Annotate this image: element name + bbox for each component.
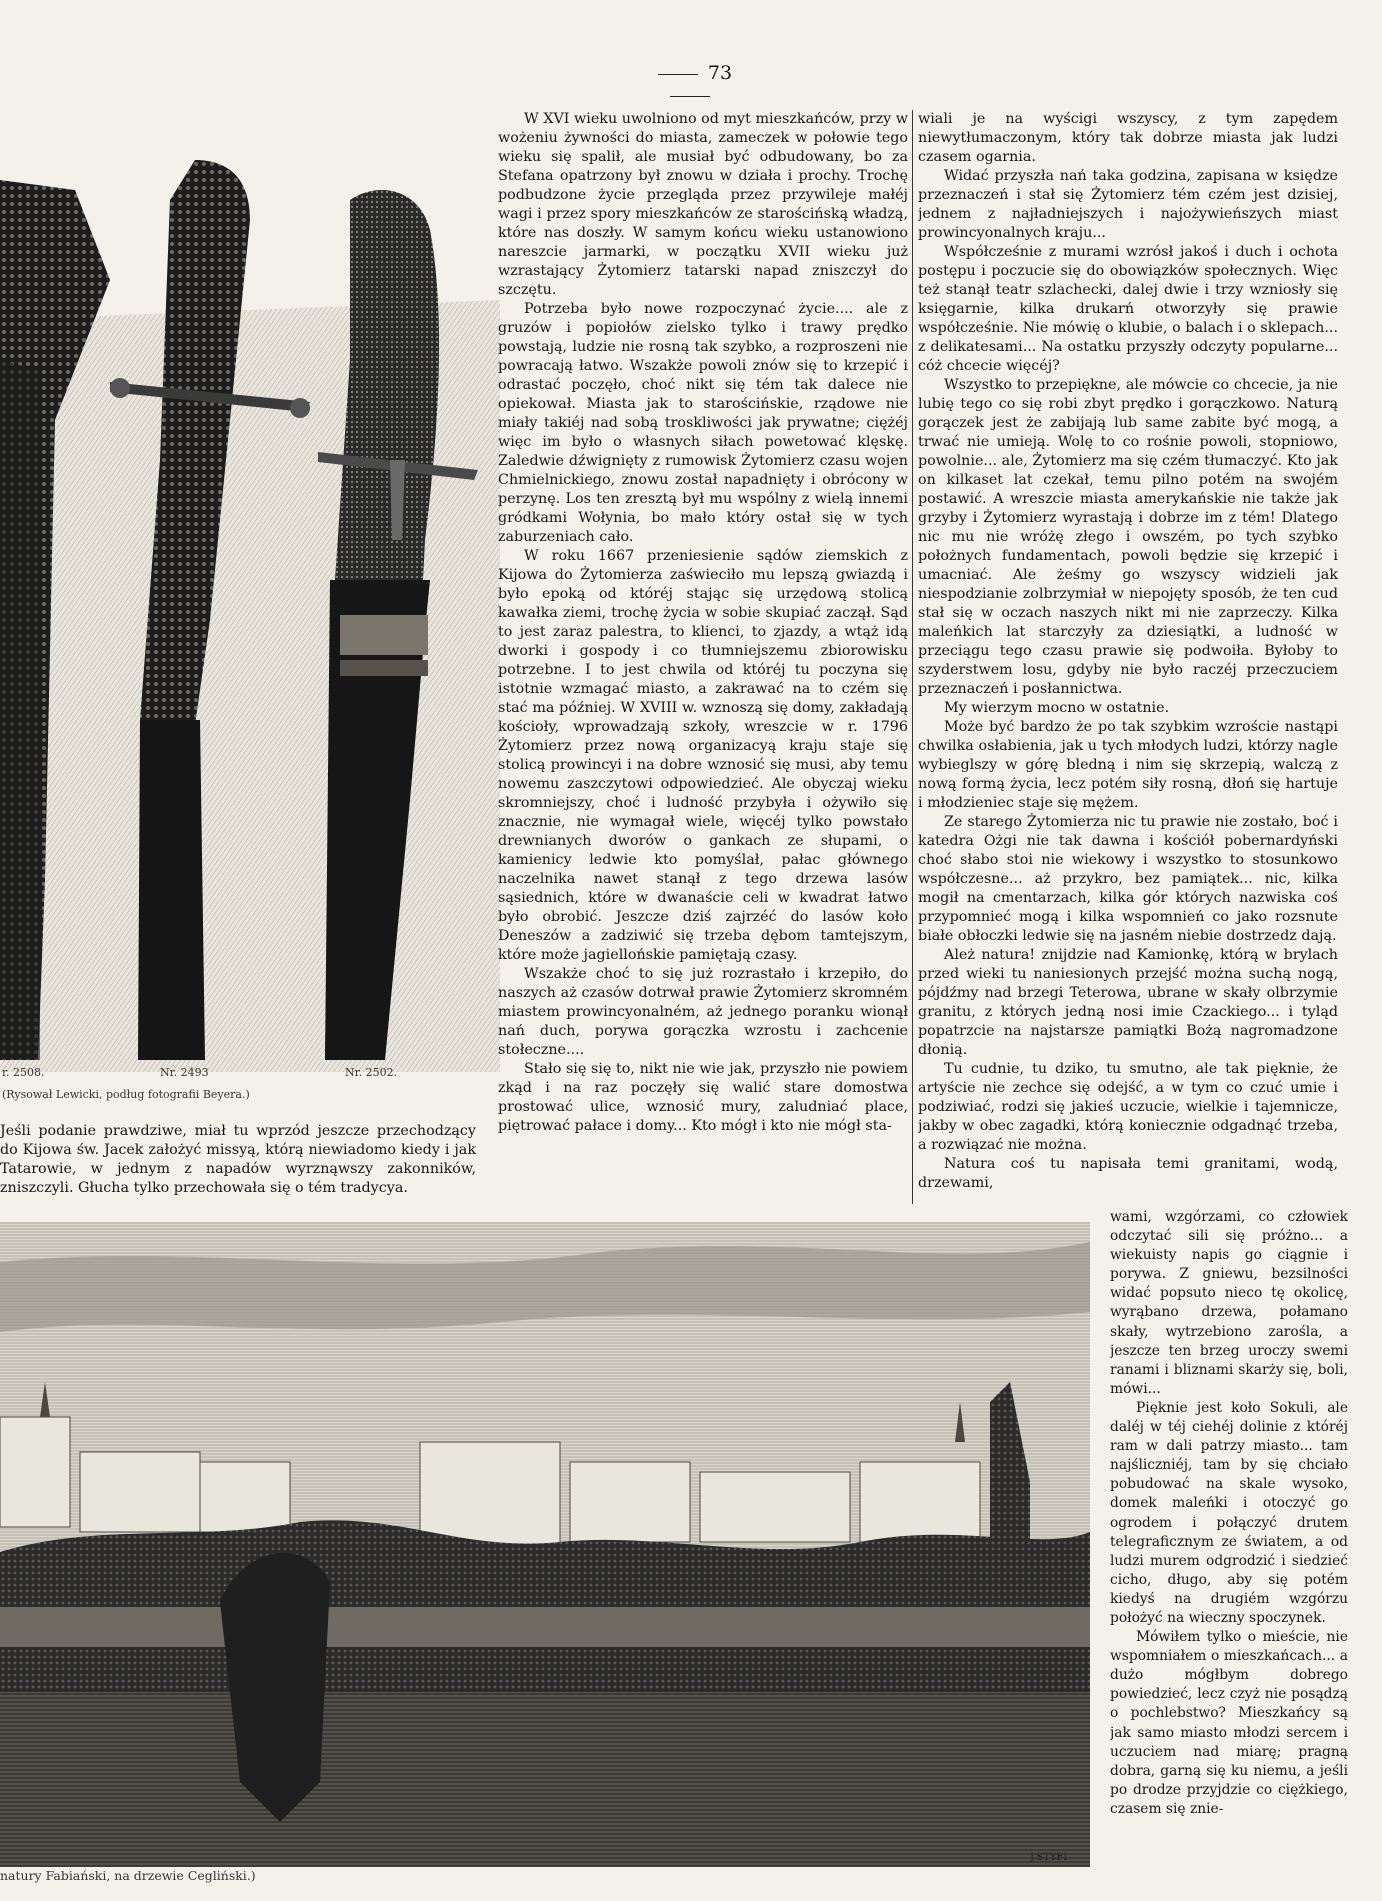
figure-label-3: Nr. 2502. bbox=[345, 1066, 398, 1079]
paragraph: Wszakże choć to się już rozrastało i krzepiło, do naszych aż czasów dotrwał prawie Żytomierz skromném miastem prowincyonalném, aż jednego poranku wionął nań duch, porywa gorączka wzrostu i zachcenie stołeczne.... bbox=[498, 966, 908, 1058]
paragraph: wami, wzgórzami, co człowiek odczytać sili się próżno... a wiekuisty napis go ciągnie i porywa. Z gniewu, bezsilności widać popsuto nieco tę okolicę, wyrąbano drzewa, połamano skały, wytrzebiono zarośla, a jeszcze ten brzeg uroczy swemi ranami i bliznami skarży się, boli, mówi... bbox=[1110, 1209, 1348, 1397]
paragraph: Mówiłem tylko o mieście, nie wspomniałem o mieszkańcach... a dużo mógłbym dobrego powiedzieć, lecz czyż nie posądzą o pochlebstwo? Mieszkańcy są jak samo miasto młodzi sercem i uczuciem nad miarę; pragną dobra, garną się ku niemu, a jeśli po drodze przyjdzie co ciężkiego, czasem się znie- bbox=[1110, 1629, 1348, 1817]
figure-label-2: Nr. 2493 bbox=[160, 1066, 209, 1079]
figure-top-credit: (Rysował Lewicki, podług fotografii Beyera.) bbox=[2, 1088, 250, 1101]
left-text-block bbox=[0, 1122, 476, 1206]
paragraph: Tu cudnie, tu dziko, tu smutno, ale tak pięknie, że artyście nie zechce się odejść, a w tym co czuć umie i podziwiać, rodzi się jakieś uczucie, wielkie i tajemnicze, jakby w obec zagadki, którą koniecznie odgadnąć trzeba, a rozwiązać nie można. bbox=[918, 1061, 1338, 1153]
sabers-illustration bbox=[0, 160, 500, 1079]
left-paragraph: Jeśli podanie prawdziwe, miał tu wprzód jeszcze przechodzący do Kijowa św. Jacek założyć missyą, którą niewiadomo kiedy i jak Tatarowie, w jednym z napadów wyrznąwszy zakonników, zniszczyli. Głucha tylko przechowała się o tém tradycya. bbox=[0, 1123, 476, 1196]
town-engraving bbox=[0, 1222, 1090, 1867]
sabers-engraving bbox=[0, 160, 500, 1072]
column-middle bbox=[498, 110, 908, 1204]
paragraph: Ze starego Żytomierza nic tu prawie nie zostało, boć i katedra Ożgi nie tak dawna i kościół pobernardyński choć słabo stoi nie wiekowy i wszystko to stosunkowo współczesne... aż przykro, bez pamiątek... nic, kilka mogił na cmentarzach, kilka gór których nazwiska coś przypomnieć mogą i kilka wspomnień co jako rozsnute białe obłoczki ledwie się na jasném niebie dostrzedz dają. bbox=[918, 814, 1338, 944]
paragraph: Widać przyszła nań taka godzina, zapisana w księdze przeznaczeń i stał się Żytomierz tém czém jest dzisiej, jednem z najładniejszych i najożywieńszych miast prowincyonalnych kraju... bbox=[918, 168, 1338, 241]
paragraph: Natura coś tu napisała temi granitami, wodą, drzewami, bbox=[918, 1156, 1338, 1191]
column-right bbox=[918, 110, 1338, 1204]
page-number: 73 bbox=[620, 62, 760, 106]
paragraph: Współcześnie z murami wzrósł jakoś i duch i ochota postępu i poczucie się do obowiązków społecznych. Więc też stanął teatr szlachecki, dalej dwie i trzy wzniosły się księgarnie, kilka drukarń otworzyły się prawie współcześnie. Nie mówię o klubie, o balach i o sklepach... z delikatesami... Na ostatku przyszły odczyty popularne... cóż chcecie więcéj? bbox=[918, 244, 1338, 374]
paragraph: Wszystko to przepiękne, ale mówcie co chcecie, ja nie lubię tego co się robi zbyt prędko i gorączkowo. Naturą gorączek jest że zabijają lub same zabite być mogą, a trwać nie umieją. Wolę to co rośnie powoli, stopniowo, powolnie... ale, Żytomierz ma się czém tłumaczyć. Kto jak on kilkaset lat czekał, temu pilno potém na swojém postawić. A wreszcie miasta amerykańskie nie także jak grzyby i Żytomierz wyrastają i dobrze im z tém! Dlatego nic mu nie wróżę złego i owszém, po tych szybko położnych fundamentach, powoli będzie się krzepić i umacniać. Ale żeśmy go wszyscy widzieli jak niespodzianie zolbrzymiał w niepojęty sposób, że ten cud stał się w oczach naszych nikt mi nie zaprzeczy. Kilka maleńkich lat starczyły za dziesiątki, a ludność w przeciągu tego czasu prawie się podwoiła. Byłoby to szyderstwem losu, gdyby nie było raczéj przeczuciem przeznaczeń i posłannictwa. bbox=[918, 377, 1338, 697]
engraver-signature: J.STYFI bbox=[1030, 1852, 1068, 1863]
column-narrow bbox=[1110, 1208, 1348, 1898]
paragraph: W XVI wieku uwolniono od myt mieszkańców, przy w wożeniu żywności do miasta, zameczek w połowie tego wieku się spalił, ale musiał być odbudowany, bo za Stefana opatrzony był znowu w działa i prochy. Trochę podbudzone życie przegląda przez przywileje małéj wagi i przez spory mieszkańców ze starościńską władzą, które nas doszły. W samym końcu wieku ustanowiono nareszcie jarmarki, w początku XVII wieku już wzrastający Żytomierz tatarski napad zniszczył do szczętu. bbox=[498, 111, 908, 298]
figure-label-1: r. 2508. bbox=[2, 1066, 45, 1079]
paragraph: My wierzym mocno w ostatnie. bbox=[944, 700, 1170, 716]
paragraph: W roku 1667 przeniesienie sądów ziemskich z Kijowa do Żytomierza zaświeciło mu lepszą gwiazdą i było epoką od któréj stając się urzędową stolicą kawałka ziemi, trochę życia w sobie skupiać zaczął. Sąd to jest zaraz palestra, to klienci, to zjazdy, a wtąż idą dworki i gospody i co tłumniejszemu zbiorowisku potrzebne. I to jest chwila od któréj tu poczyna się istotnie wzmagać miasto, a zakrawać na to czém się stać ma później. W XVIII w. wznoszą się domy, zakładają kościoły, wprowadzają szkoły, wreszcie w r. 1796 Żytomierz przez nową organizacyą kraju staje się stolicą prowincyi i na dobre wznosić się musi, aby temu nowemu zaszczytowi odpowiedzieć. Ale obyczaj wieku skromniejszy, choć i ludność przybyła i ożywiło się znacznie, nie wymagał wiele, więcéj tylko powstało drewnianych dworów o gankach ze słupami, o kamienicy ledwie kto pomyślał, pałac głównego naczelnika nawet stanął z tego drzewa lasów sąsiednich, które w dwanaście celi w kwadrat łatwo było obrobić. Jeszcze dziś zajrzéć do lasów koło Deneszów a zadziwić się trzeba dębom tamtejszym, które może jagiellońskie pamiętają czasy. bbox=[498, 548, 908, 963]
paragraph: Stało się się to, nikt nie wie jak, przyszło nie powiem zkąd i na raz poczęły się walić stare domostwa prostować ulice, wznosić mury, zaludniać place, piętrować pałace i domy... Kto mógł i kto nie mógł sta- bbox=[498, 1061, 908, 1134]
paragraph: Może być bardzo że po tak szybkim wzroście nastąpi chwilka osłabienia, jak u tych młodych ludzi, którzy nagle wybieglszy w górę bledną i nim się skrzepią, walczą z nową formą życia, lecz potém siły rosną, dłoń się hartuje i młodzieniec staje się mężem. bbox=[918, 719, 1338, 811]
paragraph: Potrzeba było nowe rozpoczynać życie.... ale z gruzów i popiołów zielsko tylko i trawy prędko powstają, ludzie nie rosną tak szybko, a rozproszeni nie powracają łatwo. Wszakże powoli znów się to krzepić i odrastać poczęło, choć nikt się tém tak dalece nie opiekował. Miasta jak to starościńskie, rządowe nie miały takiéj nad sobą troskliwości jak prywatne; ciężéj więc im było o własnych siłach powetować klęskę. Zaledwie dźwignięty z rumowisk Żytomierz czasu wojen Chmielnickiego, znowu został napadnięty i obrócony w perzynę. Los ten zresztą był mu wspólny z wielą innemi gródkami Wołynia, bo mało który ostał się w tych zaburzeniach cało. bbox=[498, 301, 908, 545]
paragraph: Pięknie jest koło Sokuli, ale daléj w téj ciehéj dolinie z któréj ram w dali patrzy miasto... tam najśliczniéj, tam by się chciało pobudować na skale wysoko, domek maleńki i otoczyć go ogrodem i połączyć drutem telegraficznym ze światem, a od ludzi murem odgrodzić i siedzieć cicho, długo, aby się potém kiedyś na drugiém wzgórzu położyć na wieczny spoczynek. bbox=[1110, 1399, 1348, 1626]
town-landscape-illustration bbox=[0, 1222, 1090, 1867]
column-divider bbox=[912, 110, 913, 1204]
paragraph: wiali je na wyścigi wszyscy, z tym zapędem niewytłumaczonym, który tak dobrze miasta jak ludzi czasem ogarnia. bbox=[918, 111, 1338, 165]
paragraph: Ależ natura! znijdzie nad Kamionkę, którą w brylach przed wieki tu naniesionych przejść można suchą nogą, pójdźmy nad brzegi Teterowa, ubrane w skały olbrzymie granitu, z których jedną nosi imie Czackiego... i tyląd popatrzcie na najstarsze pamiątki Bożą nagromadzone dłonią. bbox=[918, 947, 1338, 1058]
figure-bottom-credit: natury Fabiański, na drzewie Cegliński.) bbox=[0, 1868, 256, 1883]
